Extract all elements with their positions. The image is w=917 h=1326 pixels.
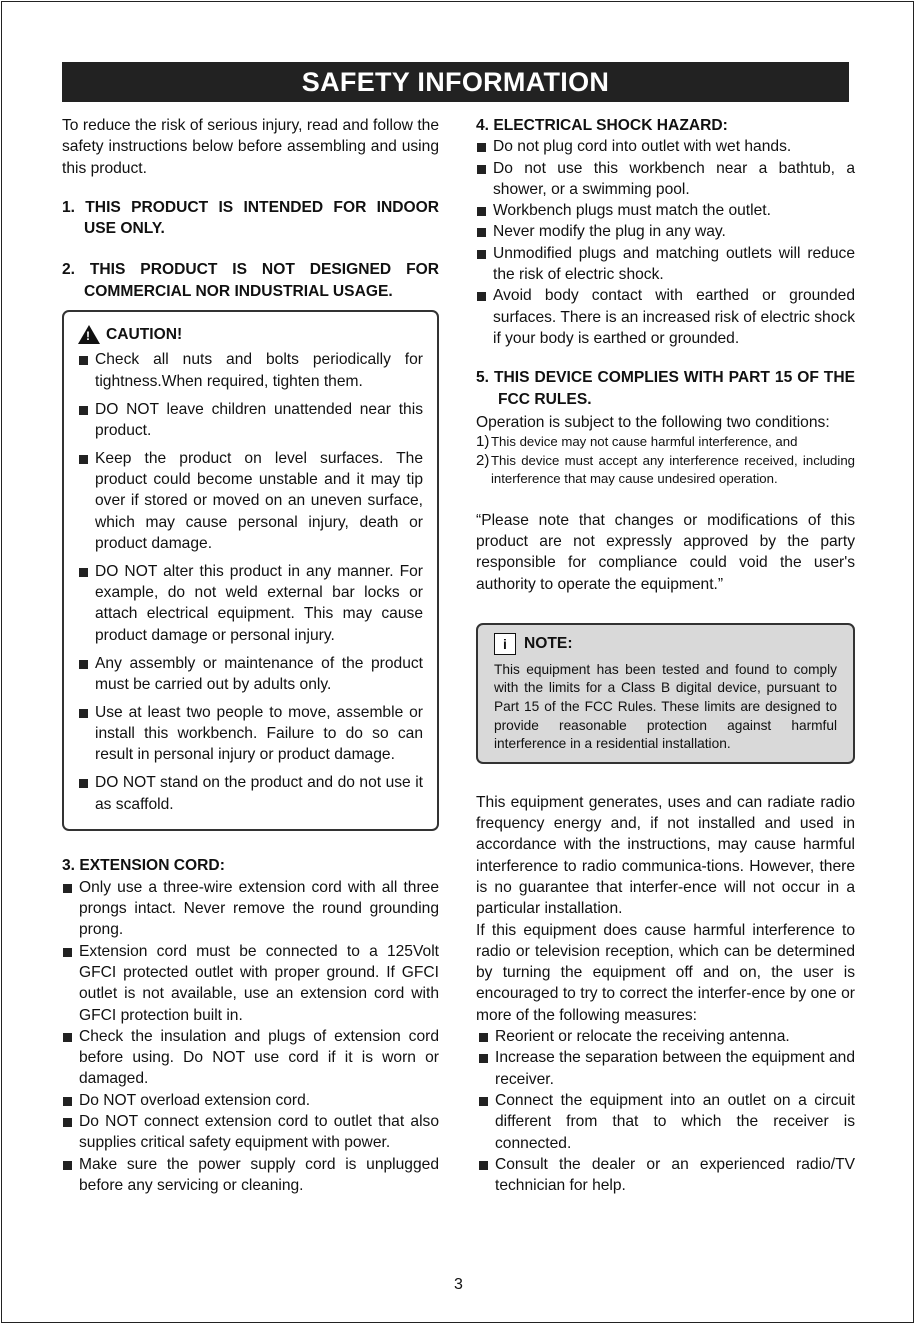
page-number: 3 (454, 1276, 463, 1293)
left-column (62, 115, 439, 1196)
list-item: Do NOT connect extension cord to outlet that also supplies critical safety equipment with power. (62, 1111, 439, 1154)
list-item: Any assembly or maintenance of the product must be carried out by adults only. (78, 653, 423, 696)
list-item: Connect the equipment into an outlet on a circuit different from that to which the receiver is connected. (478, 1090, 855, 1154)
extension-cord-section (62, 855, 439, 1196)
intro-paragraph: To reduce the risk of serious injury, read and follow the safety instructions below before assembling and using this product. (62, 117, 439, 177)
warning-icon: ! (78, 325, 100, 344)
conditions-intro: Operation is subject to the following two conditions: (476, 413, 830, 431)
page-title: SAFETY INFORMATION (62, 62, 849, 102)
list-item: Avoid body contact with earthed or grounded surfaces. There is an increased risk of electric shock if your body is earthed or grounded. (476, 285, 855, 349)
list-item: Keep the product on level surfaces. The product could become unstable and it may tip over if stored or moved on an uneven surface, which may cause personal injury, death or product damage. (78, 448, 423, 554)
list-item: Check the insulation and plugs of extension cord before using. Do NOT use cord if it is worn or damaged. (62, 1026, 439, 1090)
conditions-list (476, 433, 855, 489)
list-item: Do not plug cord into outlet with wet hands. (476, 136, 855, 157)
list-item: DO NOT alter this product in any manner. For example, do not weld external bar locks or attach electrical equipment. This may cause product damage or personal injury. (78, 561, 423, 646)
list-item: Workbench plugs must match the outlet. (476, 200, 855, 221)
extension-cord-list (62, 877, 439, 1196)
note-box (476, 623, 855, 764)
interference-paragraph: If this equipment does cause harmful interference to radio or television reception, which can be determined by turning the equipment off and on, the user is encouraged to try to correct the interfer-ence by one or more of the following measures: (476, 921, 855, 1024)
caution-heading (78, 324, 423, 345)
list-item: DO NOT leave children unattended near this product. (78, 399, 423, 442)
right-column (476, 115, 855, 1196)
fcc-quote: “Please note that changes or modifications of this product are not expressly approved by the party responsible for compliance could void the user's authority to operate the equipment.” (476, 511, 855, 593)
shock-hazard-list (476, 136, 855, 349)
note-heading (494, 633, 837, 655)
list-item: Check all nuts and bolts periodically for tightness.When required, tighten them. (78, 349, 423, 392)
list-item: Make sure the power supply cord is unplugged before any servicing or cleaning. (62, 1154, 439, 1197)
caution-list (78, 349, 423, 815)
list-item: Never modify the plug in any way. (476, 221, 855, 242)
caution-title: CAUTION! (106, 326, 183, 344)
list-item: DO NOT stand on the product and do not use it as scaffold. (78, 772, 423, 815)
item-2-heading: 2. THIS PRODUCT IS NOT DESIGNED FOR COMMERCIAL NOR INDUSTRIAL USAGE. (62, 261, 439, 300)
measures-list (476, 1026, 855, 1196)
condition-1: 1) This device may not cause harmful interference, and (476, 433, 798, 451)
list-item: Do NOT overload extension cord. (62, 1090, 439, 1111)
note-text: This equipment has been tested and found to comply with the limits for a Class B digital device, pursuant to Part 15 of the FCC Rules. These limits are designed to provide reasonable protection against harmful interference in a residential installation. (494, 661, 837, 752)
list-item: Reorient or relocate the receiving antenna. (478, 1026, 855, 1047)
item-1-heading: 1. THIS PRODUCT IS INTENDED FOR INDOOR USE ONLY. (62, 198, 439, 238)
section-5-title: 5. THIS DEVICE COMPLIES WITH PART 15 OF THE FCC RULES. (476, 369, 855, 408)
section-3-title: 3. EXTENSION CORD: (62, 857, 225, 875)
section-4-title: 4. ELECTRICAL SHOCK HAZARD: (476, 117, 728, 134)
radiation-paragraph: This equipment generates, uses and can radiate radio frequency energy and, if not installed and used in accordance with the instructions, may cause harmful interference to radio communica-tions. However, there is no guarantee that interfer-ence will not occur in a particular installation. (476, 793, 855, 918)
info-icon: i (494, 633, 516, 655)
list-item: Extension cord must be connected to a 125Volt GFCI protected outlet with proper ground. If GFCI outlet is not available, use an extension cord with GFCI protection built in. (62, 941, 439, 1026)
list-item: Increase the separation between the equipment and receiver. (478, 1047, 855, 1090)
list-item: Use at least two people to move, assemble or install this workbench. Failure to do so can result in personal injury or product damage. (78, 702, 423, 766)
list-item: Unmodified plugs and matching outlets will reduce the risk of electric shock. (476, 243, 855, 286)
note-title: NOTE: (524, 634, 573, 652)
list-item: Consult the dealer or an experienced radio/TV technician for help. (478, 1154, 855, 1197)
list-item: Only use a three-wire extension cord with all three prongs intact. Never remove the round grounding prong. (62, 877, 439, 941)
condition-2: 2) This device must accept any interference received, including interference that may cause undesired operation. (476, 451, 855, 487)
caution-box (62, 310, 439, 831)
list-item: Do not use this workbench near a bathtub, a shower, or a swimming pool. (476, 158, 855, 201)
